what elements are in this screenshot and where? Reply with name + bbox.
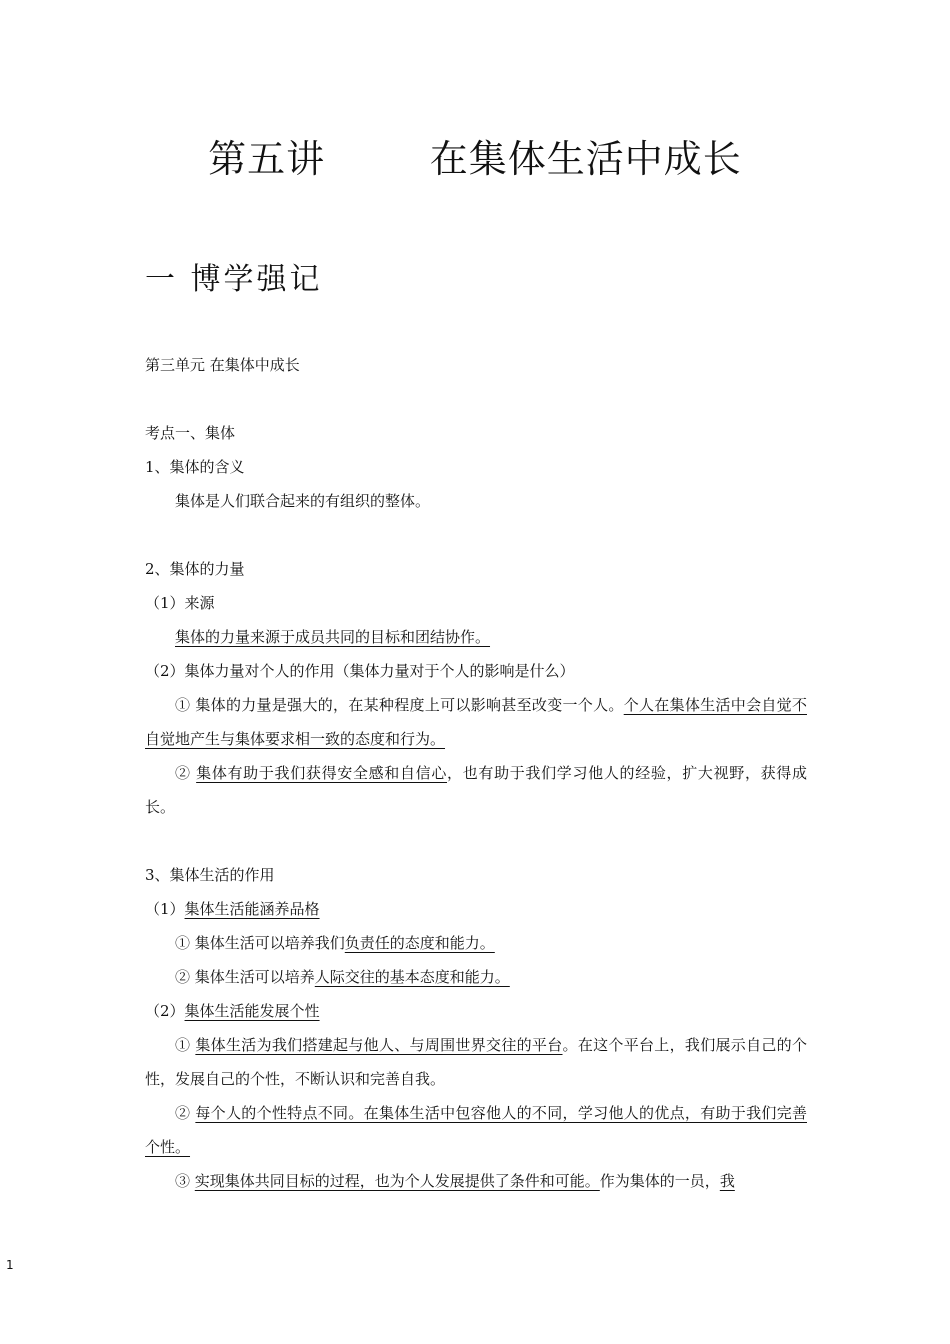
page-number: 1 (6, 1258, 14, 1272)
text-span: ② 集体生活可以培养 (175, 968, 315, 986)
text-span: （2） (145, 1002, 185, 1020)
text-span: ① (175, 1036, 196, 1054)
underlined-text: 集体生活为我们搭建起与他人、与周围世界交往的平台 (195, 1036, 563, 1054)
sub-title: （2）集体力量对个人的作用（集体力量对于个人的影响是什么） (145, 662, 575, 680)
paragraph (145, 688, 807, 756)
paragraph (145, 756, 807, 824)
item-title: 3、集体生活的作用 (145, 866, 275, 884)
underlined-text: 集体生活能发展个性 (184, 1002, 320, 1020)
underlined-text: 我 (719, 1172, 735, 1190)
underlined-text: 集体生活能涵养品格 (184, 900, 320, 918)
sub-title: （1）来源 (145, 594, 215, 612)
underlined-text: 每个人的个性特点不同。在集体生活中包容他人的不同，学习他人的优点，有助于我们完善个性。 (145, 1104, 807, 1156)
page-title: 第五讲 在集体生活中成长 (208, 137, 742, 181)
text-span: ① 集体的力量是强大的，在某种程度上可以影响甚至改变一个人。 (175, 696, 624, 714)
sub-title (145, 994, 807, 1028)
text-span: 。在这个平台上，我们展示自己的个性，发展自己的个性，不断认识和完善自我。 (145, 1036, 807, 1088)
underlined-text: 集体的力量来源于成员共同的目标和团结协作。 (175, 628, 491, 646)
text-span: （1） (145, 900, 185, 918)
text-span: ③ (175, 1172, 195, 1190)
unit-title: 第三单元 在集体中成长 (145, 356, 300, 374)
text-span: 作为集体的一员， (599, 1172, 720, 1190)
paragraph: 集体是人们联合起来的有组织的整体。 (175, 492, 431, 510)
point-heading: 考点一、集体 (145, 424, 236, 442)
text-span: ② (175, 1104, 196, 1122)
text-span: ，也有助于我们学习他人的经验，扩大视野，获得成长。 (145, 764, 807, 816)
text-span: ① 集体生活可以培养我们 (175, 934, 345, 952)
paragraph (145, 960, 807, 994)
underlined-text: 集体有助于我们获得安全感和自信心 (196, 764, 448, 782)
document-body (145, 348, 807, 1198)
item-title: 1、集体的含义 (145, 458, 245, 476)
underlined-text: 实现集体共同目标的过程，也为个人发展提供了条件和可能。 (194, 1172, 600, 1190)
underlined-text: 人际交往的基本态度和能力。 (314, 968, 510, 986)
underlined-text: 负责任的态度和能力。 (344, 934, 495, 952)
sub-title (145, 892, 807, 926)
paragraph (145, 1164, 807, 1198)
underlined-text: 个人在集体生活中会自觉不自觉地产生与集体要求相一致的态度和行为。 (145, 696, 807, 748)
paragraph (145, 620, 807, 654)
paragraph (145, 926, 807, 960)
paragraph (145, 1096, 807, 1164)
section-heading: 一 博学强记 (145, 262, 323, 297)
item-title: 2、集体的力量 (145, 560, 245, 578)
paragraph (145, 1028, 807, 1096)
text-span: ② (175, 764, 197, 782)
